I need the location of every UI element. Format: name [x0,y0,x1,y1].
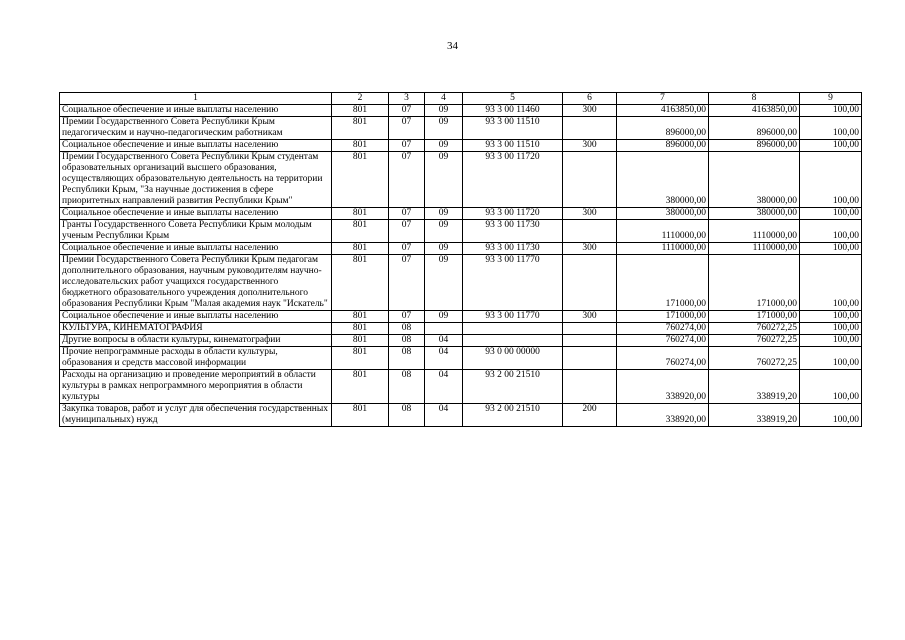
target-article-code: 93 3 00 11720 [463,208,563,220]
column-header: 4 [425,93,463,105]
ministry-code: 801 [332,323,389,335]
section-code: 08 [389,370,425,404]
ministry-code: 801 [332,105,389,117]
ministry-code: 801 [332,255,389,311]
expense-type-code [563,323,617,335]
execution-percent: 100,00 [800,152,862,208]
planned-amount: 4163850,00 [617,105,709,117]
target-article-code: 93 2 00 21510 [463,370,563,404]
section-code: 07 [389,220,425,243]
subsection-code: 09 [425,311,463,323]
table-row [60,347,862,370]
execution-percent: 100,00 [800,255,862,311]
target-article-code: 93 3 00 11730 [463,243,563,255]
ministry-code: 801 [332,220,389,243]
column-header: 7 [617,93,709,105]
subsection-code: 04 [425,404,463,427]
subsection-code: 09 [425,243,463,255]
executed-amount: 380000,00 [709,208,800,220]
table-row [60,208,862,220]
ministry-code: 801 [332,152,389,208]
expense-type-code: 300 [563,243,617,255]
execution-percent: 100,00 [800,335,862,347]
section-code: 07 [389,152,425,208]
execution-percent: 100,00 [800,220,862,243]
row-description: Социальное обеспечение и иные выплаты населению [60,105,332,117]
executed-amount: 380000,00 [709,152,800,208]
table-row [60,404,862,427]
ministry-code: 801 [332,347,389,370]
subsection-code: 04 [425,370,463,404]
section-code: 07 [389,311,425,323]
planned-amount: 338920,00 [617,404,709,427]
expense-type-code: 300 [563,105,617,117]
section-code: 07 [389,208,425,220]
expense-type-code: 300 [563,208,617,220]
ministry-code: 801 [332,208,389,220]
row-description: Другие вопросы в области культуры, кинематографии [60,335,332,347]
subsection-code: 09 [425,117,463,140]
executed-amount: 171000,00 [709,255,800,311]
table-row [60,370,862,404]
expense-type-code: 200 [563,404,617,427]
ministry-code: 801 [332,117,389,140]
executed-amount: 896000,00 [709,140,800,152]
column-header: 9 [800,93,862,105]
table-row [60,140,862,152]
column-header: 2 [332,93,389,105]
executed-amount: 760272,25 [709,335,800,347]
subsection-code: 09 [425,255,463,311]
section-code: 08 [389,347,425,370]
table-header-row [60,93,862,105]
page-number: 34 [447,40,458,52]
row-description: Премии Государственного Совета Республики Крым педагогам дополнительного образования, научным руководителям научно-исследовательских работ учащихся государственного бюджетного образовательного учреждения дополнительного образования Республики Крым "Малая академия наук "Искатель" [60,255,332,311]
planned-amount: 760274,00 [617,323,709,335]
expense-type-code [563,117,617,140]
subsection-code: 09 [425,152,463,208]
section-code: 07 [389,255,425,311]
table-row [60,323,862,335]
execution-percent: 100,00 [800,243,862,255]
execution-percent: 100,00 [800,140,862,152]
expense-type-code [563,370,617,404]
row-description: Социальное обеспечение и иные выплаты населению [60,140,332,152]
table-row [60,311,862,323]
planned-amount: 1110000,00 [617,220,709,243]
table-row [60,255,862,311]
row-description: Гранты Государственного Совета Республики Крым молодым ученым Республики Крым [60,220,332,243]
planned-amount: 760274,00 [617,347,709,370]
target-article-code: 93 2 00 21510 [463,404,563,427]
executed-amount: 4163850,00 [709,105,800,117]
row-description: Закупка товаров, работ и услуг для обеспечения государственных (муниципальных) нужд [60,404,332,427]
ministry-code: 801 [332,311,389,323]
planned-amount: 380000,00 [617,208,709,220]
executed-amount: 1110000,00 [709,243,800,255]
subsection-code: 09 [425,105,463,117]
section-code: 08 [389,404,425,427]
target-article-code: 93 3 00 11730 [463,220,563,243]
planned-amount: 896000,00 [617,140,709,152]
column-header: 6 [563,93,617,105]
table-row [60,220,862,243]
table-row [60,335,862,347]
executed-amount: 338919,20 [709,370,800,404]
target-article-code: 93 3 00 11770 [463,311,563,323]
subsection-code: 09 [425,140,463,152]
row-description: Социальное обеспечение и иные выплаты населению [60,311,332,323]
planned-amount: 338920,00 [617,370,709,404]
subsection-code: 04 [425,335,463,347]
executed-amount: 896000,00 [709,117,800,140]
row-description: Премии Государственного Совета Республики Крым педагогическим и научно-педагогическим работникам [60,117,332,140]
ministry-code: 801 [332,140,389,152]
ministry-code: 801 [332,404,389,427]
planned-amount: 896000,00 [617,117,709,140]
expense-type-code [563,152,617,208]
section-code: 07 [389,105,425,117]
planned-amount: 171000,00 [617,255,709,311]
execution-percent: 100,00 [800,208,862,220]
row-description: Социальное обеспечение и иные выплаты населению [60,208,332,220]
target-article-code: 93 3 00 11460 [463,105,563,117]
section-code: 08 [389,335,425,347]
execution-percent: 100,00 [800,347,862,370]
target-article-code: 93 3 00 11770 [463,255,563,311]
executed-amount: 338919,20 [709,404,800,427]
column-header: 3 [389,93,425,105]
row-description: Премии Государственного Совета Республики Крым студентам образовательных организаций высшего образования, осуществляющих образовательную деятельность на территории Республики Крым, "За научные достижения в сфере приоритетных направлений развития Республики Крым" [60,152,332,208]
ministry-code: 801 [332,243,389,255]
ministry-code: 801 [332,370,389,404]
execution-percent: 100,00 [800,117,862,140]
row-description: Прочие непрограммные расходы в области культуры, образования и средств массовой информации [60,347,332,370]
expense-type-code [563,220,617,243]
expense-type-code [563,347,617,370]
row-description: КУЛЬТУРА, КИНЕМАТОГРАФИЯ [60,323,332,335]
target-article-code: 93 3 00 11510 [463,140,563,152]
executed-amount: 1110000,00 [709,220,800,243]
row-description: Социальное обеспечение и иные выплаты населению [60,243,332,255]
execution-percent: 100,00 [800,105,862,117]
ministry-code: 801 [332,335,389,347]
planned-amount: 1110000,00 [617,243,709,255]
table-row [60,152,862,208]
execution-percent: 100,00 [800,323,862,335]
subsection-code [425,323,463,335]
target-article-code: 93 3 00 11510 [463,117,563,140]
column-header: 8 [709,93,800,105]
expense-type-code: 300 [563,311,617,323]
expense-type-code [563,335,617,347]
planned-amount: 380000,00 [617,152,709,208]
subsection-code: 09 [425,220,463,243]
target-article-code: 93 3 00 11720 [463,152,563,208]
section-code: 07 [389,243,425,255]
expense-type-code [563,255,617,311]
budget-table [59,92,862,427]
expense-type-code: 300 [563,140,617,152]
column-header: 5 [463,93,563,105]
table-row [60,105,862,117]
execution-percent: 100,00 [800,370,862,404]
planned-amount: 171000,00 [617,311,709,323]
target-article-code: 93 0 00 00000 [463,347,563,370]
section-code: 08 [389,323,425,335]
executed-amount: 171000,00 [709,311,800,323]
table-row [60,243,862,255]
executed-amount: 760272,25 [709,323,800,335]
execution-percent: 100,00 [800,311,862,323]
table-row [60,117,862,140]
section-code: 07 [389,140,425,152]
subsection-code: 04 [425,347,463,370]
executed-amount: 760272,25 [709,347,800,370]
section-code: 07 [389,117,425,140]
row-description: Расходы на организацию и проведение мероприятий в области культуры в рамках непрограммного мероприятия в области культуры [60,370,332,404]
target-article-code [463,335,563,347]
column-header: 1 [60,93,332,105]
subsection-code: 09 [425,208,463,220]
execution-percent: 100,00 [800,404,862,427]
planned-amount: 760274,00 [617,335,709,347]
target-article-code [463,323,563,335]
